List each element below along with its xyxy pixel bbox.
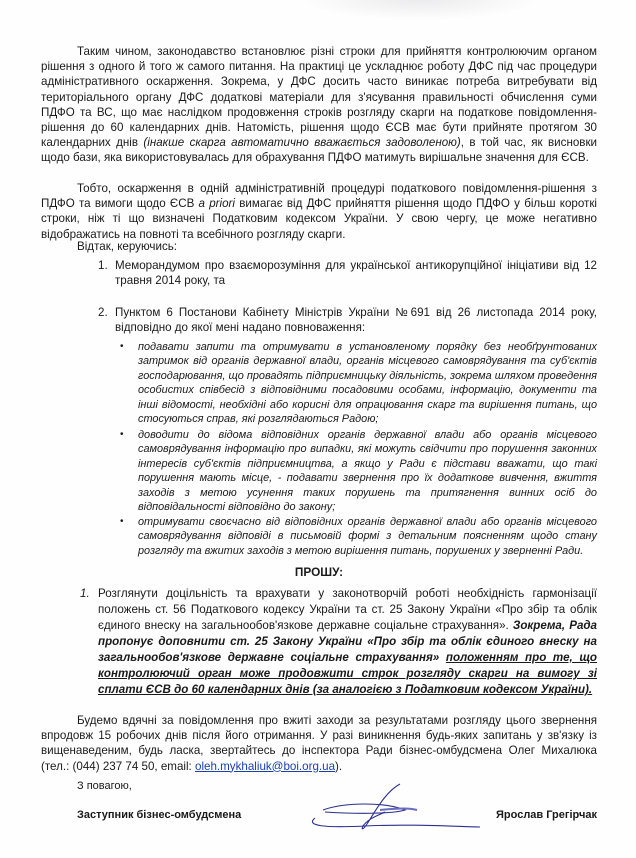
email-link[interactable]: oleh.mykhaliuk@boi.org.ua: [195, 759, 336, 773]
request-plain-text: Розглянути доцільність та врахувати у законотворчій роботі необхідність гармонізації положень ст. 56 Податкового кодексу України та ст. 25 Закону України «Про збір та облік єдиного внеску на загальнообов'язкове державне соціальне страхування».: [98, 587, 597, 632]
paragraph-guided-by: [41, 239, 597, 254]
closing-text-b: ).: [335, 759, 343, 773]
regards: З повагою,: [77, 780, 132, 792]
request-item-number: 1.: [80, 587, 90, 600]
guided-by-text: Відтак, керуючись:: [77, 240, 177, 253]
signature-stroke: [312, 804, 480, 827]
basis-item-2-text: Пунктом 6 Постанови Кабінету Міністрів України №691 від 26 листопада 2014 року, відповідно до якої мені надано повноваження:: [115, 306, 597, 335]
power-item-1: подавати запити та отримувати в установленому порядку без необґрунтованих затримок від органів державної влади, органів місцевого самоврядування та суб'єктів господарювання, що провадять підприємницьку діяльність, зокрема шляхом проведення особистих співбесід з відповідними посадовими особами, інформацію, документи та інші відомості, необхідні або корисні для опрацювання скарг та вирішення питань, що стосуються справ, які розглядаються Радою;: [138, 341, 597, 426]
paragraph-consequence-italic: a priori: [198, 197, 235, 211]
paragraph-deadlines: [41, 44, 597, 166]
power-item-2: доводити до відома відповідних органів державної влади або органів місцевого самоврядування інформацію про випадки, які можуть свідчити про порушення законних інтересів суб'єктів підприємництва, а якщо у Ради є підстави вважати, що такі порушення мають місце, - подавати звернення про їх додаткове вивчення, вжиття заходів з метою усунення таких порушень та притягнення винних осіб до відповідальності відповідно до закону;: [138, 429, 597, 514]
basis-item-2-number: 2.: [98, 306, 108, 319]
paragraph-consequence-text-a: Тобто, оскарження в одній адміністративній процедурі податкового повідомлення-рішення з ПДФО та вимоги щодо ЄСВ: [41, 182, 597, 211]
basis-item-1-text: Меморандумом про взаєморозуміння для української антикорупційної ініціативи від 12 травня 2014 року, та: [115, 259, 597, 288]
paragraph-closing: [41, 713, 597, 774]
paragraph-deadlines-text-a: Таким чином, законодавство встановлює різні строки для прийняття контролюючим органом рішення з одного й того ж самого питання. На практиці це ускладнює роботу ДФС під час процедури адміністративного оскарження. Зокрема, у ДФС досить часто виникає потреба витребувати від територіального органу ДФС додаткові матеріали для з'ясування правильності обчислення суми ПДФО та ВС, що має наслідком продовження строків розгляду скарги на податкове повідомлення-рішення до 60 календарних днів. Натомість, рішення щодо ЄСВ має бути прийняте протягом 30 календарних днів: [41, 45, 597, 150]
paragraph-consequence: [41, 181, 597, 242]
scan-smudge: [300, 0, 540, 20]
bullet-icon: •: [120, 341, 124, 352]
bullet-icon: •: [120, 516, 124, 527]
request-proposal-text: Зокрема, Рада пропонує доповнити ст. 25 Закону України «Про збір та облік єдиного внеску на загальнообов'язкове державне соціальне страхування»: [98, 619, 598, 664]
signature: [305, 782, 485, 852]
request-heading: ПРОШУ:: [294, 565, 344, 579]
bullet-icon: •: [120, 429, 124, 440]
signature-stroke: [380, 809, 417, 811]
signatory-name: Ярослав Грегірчак: [496, 809, 597, 821]
power-item-3: отримувати своєчасно від відповідних органів державної влади або органів місцевого самоврядування відповіді в письмовій формі з детальним поясненням щодо стану розгляду та вжитих заходів з метою вирішення питань, порушених у зверненні Ради.: [138, 516, 597, 557]
paragraph-consequence-text-b: вимагає від ДФС прийняття рішення щодо ПДФО у більш короткі строки, ніж ті що визначені Податковим кодексом України. У свою чергу, це може негативно відображатись на повноті та всебічного розгляду скарги.: [41, 197, 597, 241]
closing-text-a: Будемо вдячні за повідомлення про вжиті заходи за результатами розгляду цього звернення впродовж 15 робочих днів після його отримання. У разі виникнення будь-яких запитань у зв'язку із вищенаведеним, будь ласка, звертайтесь до інспектора Ради бізнес-омбудсмена Олег Михалюка (тел.: (044) 237 74 50, email:: [41, 714, 597, 773]
request-item-text: [98, 586, 597, 698]
signatory-title: Заступник бізнес-омбудсмена: [77, 809, 242, 821]
basis-item-1-number: 1.: [98, 259, 108, 272]
paragraph-deadlines-text-b: , в той час, як висновки щодо бази, яка використовувалась для обрахування ПДФО матимуть вирішальне значення для ЄСВ.: [41, 136, 597, 165]
paragraph-deadlines-italic: (інакше скарга автоматично вважається задоволеною): [143, 136, 461, 150]
request-proposal-underlined: положенням про те, що контролюючий орган може продовжити строк розгляду скарги на вимогу зі сплати ЄСВ до 60 календарних днів (за аналогією з Податковим кодексом України).: [98, 651, 598, 696]
